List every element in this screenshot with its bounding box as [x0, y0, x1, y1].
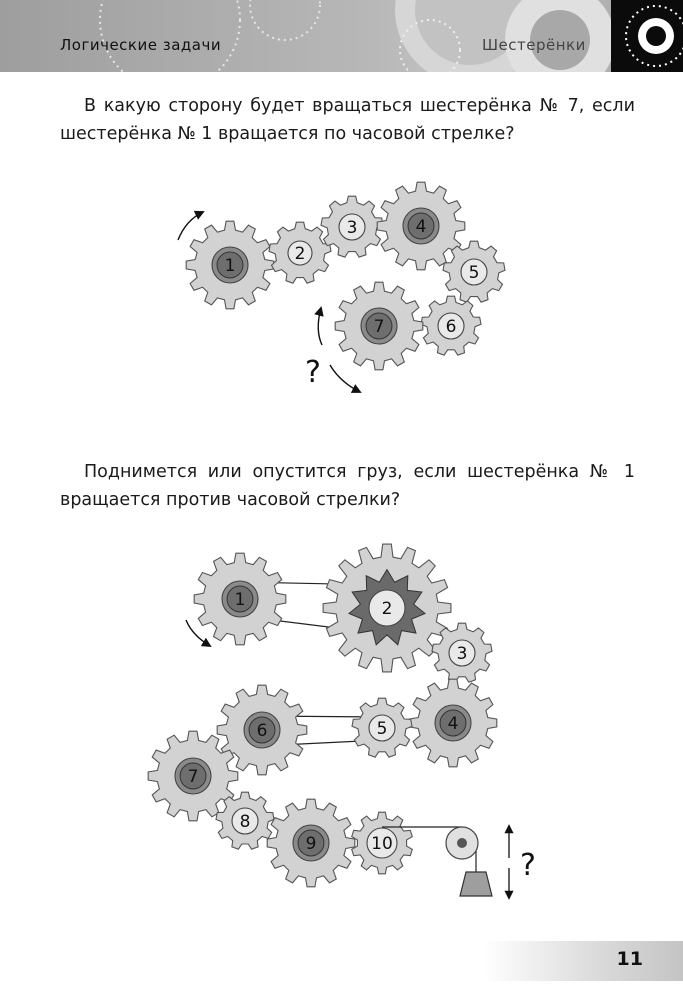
gear-10-label: 10: [371, 834, 393, 854]
gear-5-label: 5: [468, 263, 480, 283]
gear-4: [409, 679, 497, 767]
gear-5: [352, 698, 412, 757]
problem2-question: Поднимется или опустится груз, если шестерёнка № 1 вращается против часовой стрелки?: [60, 462, 635, 510]
gear-6: [217, 685, 307, 775]
section-title: Логические задачи: [60, 36, 222, 54]
problem1-gears: [186, 182, 505, 370]
gear-8: [216, 792, 274, 849]
problem2-question-mark: ?: [520, 848, 536, 883]
gear-3: [432, 623, 492, 682]
gear-3-label: 3: [456, 644, 468, 664]
problem1-gear-diagram: [0, 160, 683, 405]
gear-7-label: 7: [187, 767, 199, 787]
gear-5: [443, 241, 505, 302]
gear-7: [335, 282, 423, 370]
problem1-question: В какую сторону будет вращаться шестерёнка № 7, если шестерёнка № 1 вращается по часовой стрелке?: [60, 96, 635, 144]
gear-7-label: 7: [373, 317, 385, 337]
gear-2-label: 2: [294, 244, 306, 264]
gear-1: [186, 221, 274, 309]
gear-2: [323, 544, 451, 672]
header-gear-corner: [611, 0, 683, 72]
load-weight: [460, 872, 492, 896]
gear-1-label: 1: [234, 590, 246, 610]
problem2-gears: [148, 544, 497, 887]
gear-8-label: 8: [239, 812, 251, 832]
gear-9: [267, 799, 355, 887]
gear-4-label: 4: [415, 217, 427, 237]
gear-2: [269, 222, 331, 283]
gear-1-label: 1: [224, 256, 236, 276]
gear-5-label: 5: [376, 719, 388, 739]
problem1-question-mark: ?: [305, 355, 321, 390]
gear-6-label: 6: [445, 317, 457, 337]
gear-4: [377, 182, 465, 270]
gear-10: [352, 812, 413, 874]
gear-2-label: 2: [381, 599, 393, 619]
gear1-rotation-arrow: [178, 212, 203, 240]
gear-9-label: 9: [305, 834, 317, 854]
gear-7: [148, 731, 238, 821]
topic-title: Шестерёнки: [482, 36, 586, 54]
pulley: [446, 827, 478, 859]
footer-bar: [483, 941, 683, 981]
page-header: [0, 0, 683, 72]
gear-3-label: 3: [346, 218, 358, 238]
gear-4-label: 4: [447, 714, 459, 734]
gear-6: [421, 296, 481, 355]
problem2-gear-diagram: [0, 530, 683, 910]
gear-1: [194, 553, 286, 645]
gear7-arrow-down: [330, 365, 360, 392]
gear-6-label: 6: [256, 721, 268, 741]
gear7-arrow-up: [318, 308, 322, 345]
page-number: 11: [616, 948, 643, 970]
